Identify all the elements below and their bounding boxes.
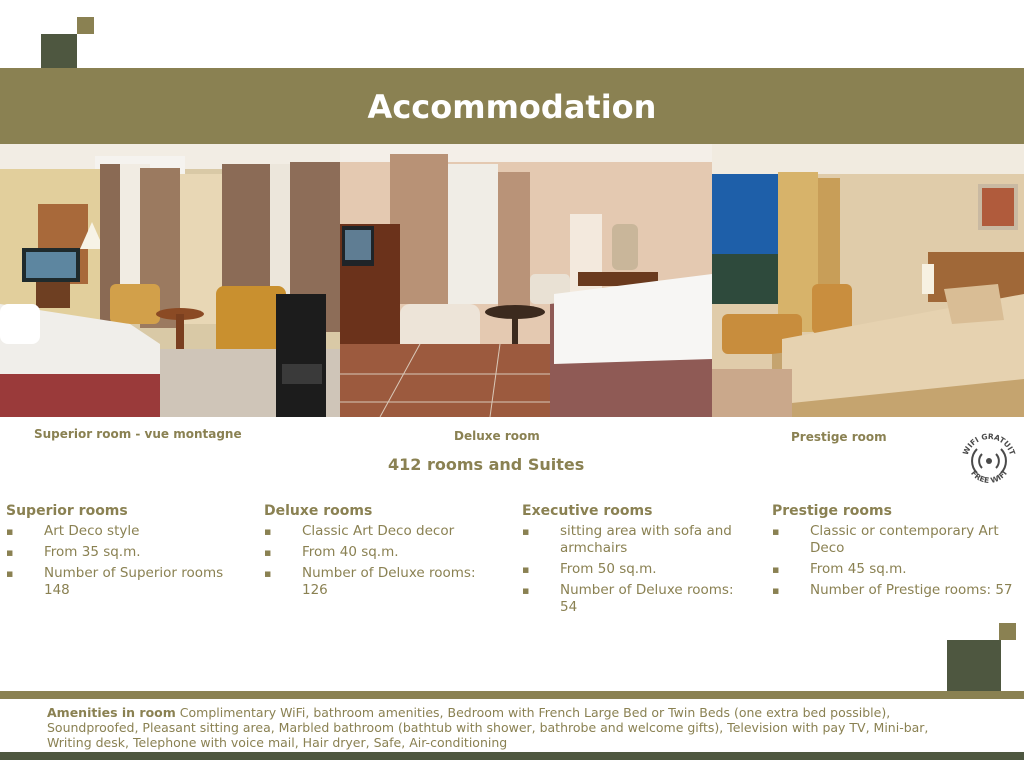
room-type-heading: Prestige rooms bbox=[772, 503, 892, 519]
svg-text:FREE WIFI: FREE WIFI bbox=[969, 468, 1009, 485]
room-type-deluxe bbox=[264, 503, 496, 603]
feature-item: ▪ Number of Superior rooms 148 bbox=[6, 565, 246, 599]
feature-item: ▪ From 35 sq.m. bbox=[6, 544, 246, 561]
feature-item: ▪ Number of Prestige rooms: 57 bbox=[772, 582, 1016, 599]
caption-superior-room: Superior room - vue montagne bbox=[34, 427, 242, 441]
room-type-prestige bbox=[772, 503, 1016, 603]
footer-bar bbox=[0, 752, 1024, 760]
room-type-heading: Deluxe rooms bbox=[264, 503, 373, 519]
amenities-list: Complimentary WiFi, bathroom amenities, Bedroom with French Large Bed or Twin Beds (one extra bed possible), Soundproofed, Pleasant sitting area, Marbled bathroom (bathtub with shower, bathrobe and welcome gifts), Television with pay TV, Mini-bar, Writing desk, Telephone with voice mail, Hair dryer, Safe, Air-conditioning bbox=[47, 705, 929, 750]
caption-prestige-room: Prestige room bbox=[791, 430, 887, 444]
feature-item: ▪ From 40 sq.m. bbox=[264, 544, 496, 561]
page-title: Accommodation bbox=[367, 88, 657, 126]
decorative-square-small bbox=[999, 623, 1016, 640]
svg-text:WIFI GRATUIT: WIFI GRATUIT bbox=[961, 431, 1017, 457]
amenities-label: Amenities in room bbox=[47, 705, 176, 720]
feature-item: ▪ Classic or contemporary Art Deco bbox=[772, 523, 1016, 557]
feature-item: ▪ From 50 sq.m. bbox=[522, 561, 750, 578]
wifi-badge bbox=[961, 430, 1017, 492]
feature-item: ▪ Art Deco style bbox=[6, 523, 246, 540]
feature-item: ▪ Classic Art Deco decor bbox=[264, 523, 496, 540]
feature-item: ▪ Number of Deluxe rooms: 126 bbox=[264, 565, 496, 599]
room-type-superior bbox=[6, 503, 246, 603]
footer-divider bbox=[0, 691, 1024, 699]
room-type-heading: Executive rooms bbox=[522, 503, 653, 519]
decorative-square-dark bbox=[947, 640, 1001, 692]
deluxe-room-photo bbox=[340, 144, 712, 417]
feature-item: ▪ From 45 sq.m. bbox=[772, 561, 1016, 578]
superior-room-photo bbox=[0, 144, 340, 417]
feature-item: ▪ sitting area with sofa and armchairs bbox=[522, 523, 750, 557]
decorative-square-dark bbox=[41, 34, 77, 70]
feature-list bbox=[772, 523, 1016, 599]
amenities-text bbox=[47, 705, 947, 750]
feature-item: ▪ Number of Deluxe rooms: 54 bbox=[522, 582, 750, 616]
feature-list bbox=[522, 523, 750, 616]
room-type-executive bbox=[522, 503, 750, 620]
rooms-subtitle: 412 rooms and Suites bbox=[388, 455, 585, 474]
feature-list bbox=[264, 523, 496, 599]
room-type-heading: Superior rooms bbox=[6, 503, 128, 519]
decorative-square-small bbox=[77, 17, 94, 34]
feature-list bbox=[6, 523, 246, 599]
prestige-room-photo bbox=[712, 144, 1024, 417]
wifi-signal-icon bbox=[961, 430, 1017, 492]
title-band bbox=[0, 68, 1024, 144]
caption-deluxe-room: Deluxe room bbox=[454, 429, 540, 443]
